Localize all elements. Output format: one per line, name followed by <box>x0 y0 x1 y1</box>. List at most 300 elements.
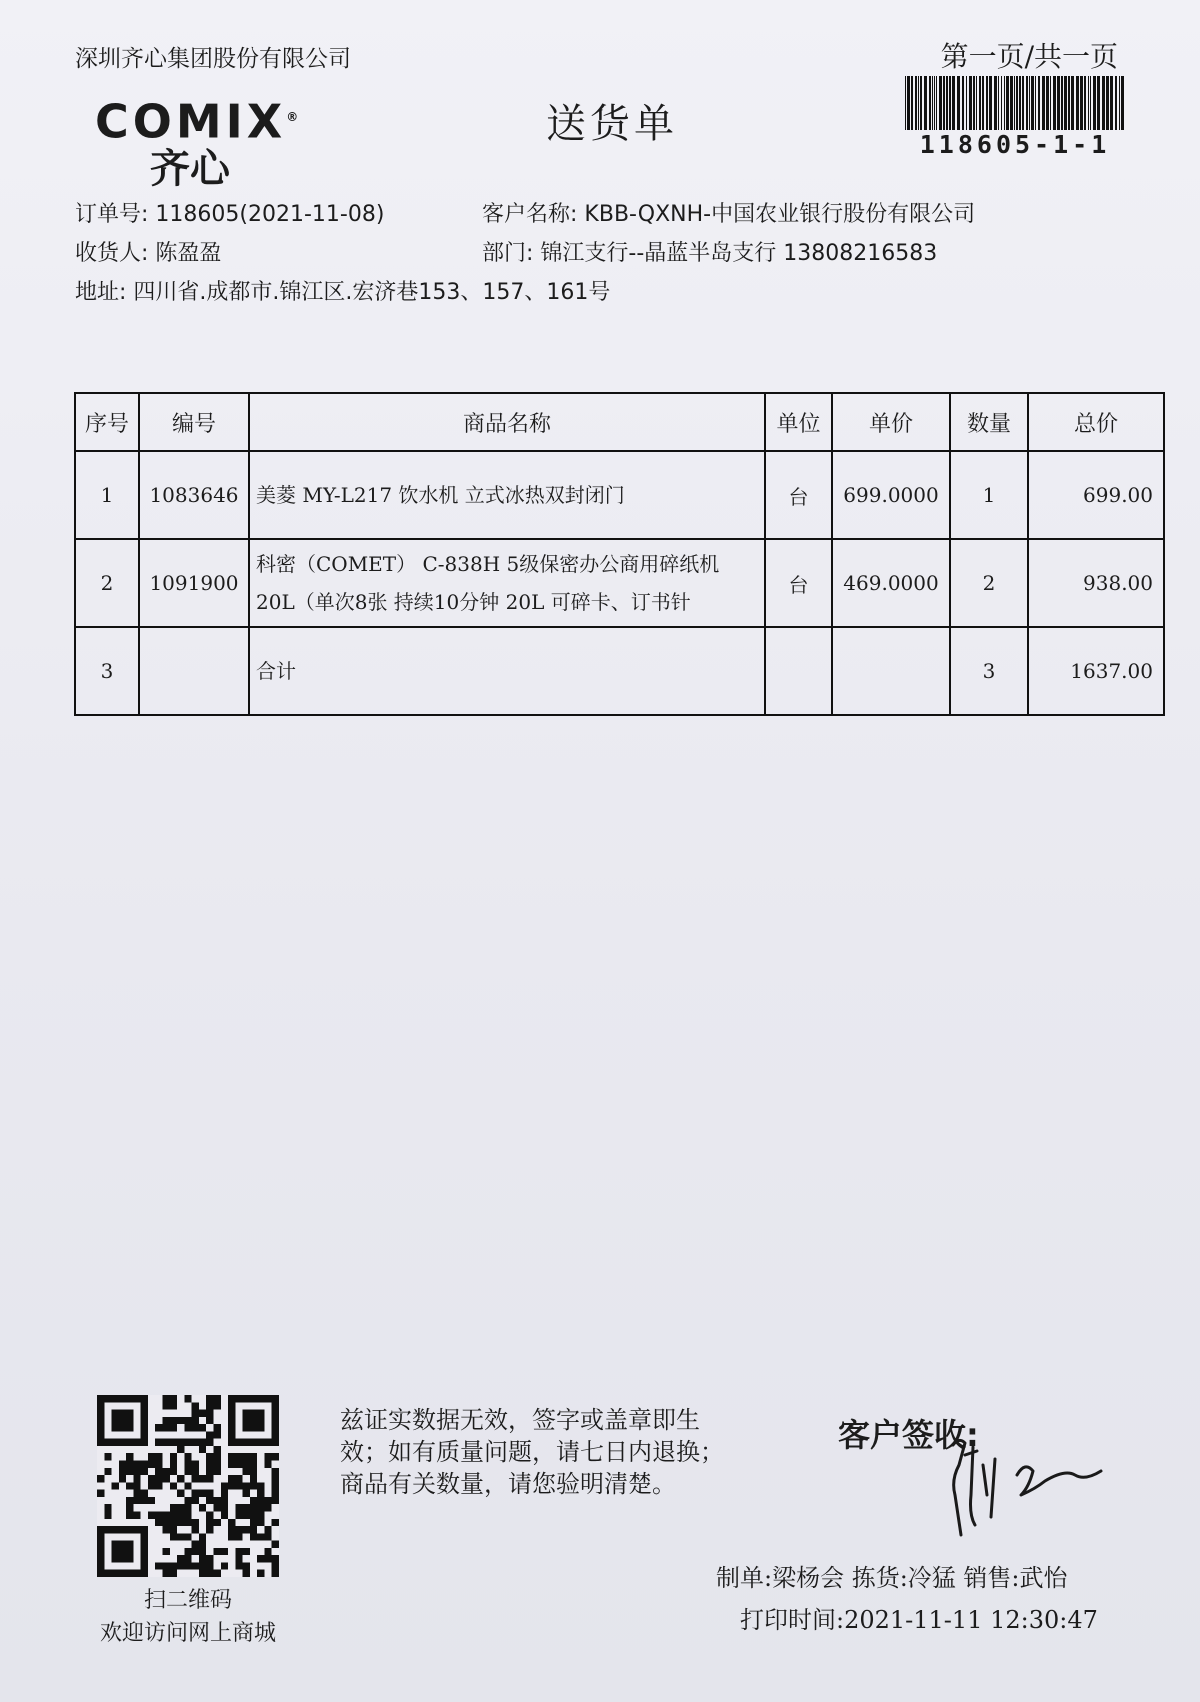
qr-module <box>163 1519 170 1526</box>
barcode-bar <box>1097 76 1100 130</box>
qr-module <box>264 1497 271 1504</box>
barcode-bar <box>1110 76 1113 130</box>
qr-module <box>184 1424 191 1431</box>
qr-module <box>206 1395 213 1402</box>
qr-module <box>264 1504 271 1511</box>
qr-module <box>192 1402 199 1409</box>
qr-module <box>250 1482 257 1489</box>
qr-module <box>184 1417 191 1424</box>
qr-module <box>199 1410 206 1417</box>
qr-module <box>206 1410 213 1417</box>
barcode-bar <box>969 76 972 130</box>
qr-module <box>184 1504 191 1511</box>
qr-module <box>177 1446 184 1453</box>
barcode-bar <box>1016 76 1018 130</box>
qr-module <box>170 1402 177 1409</box>
qr-module <box>213 1395 220 1402</box>
barcode-bar <box>911 76 913 130</box>
barcode-bar <box>934 76 935 130</box>
qr-module <box>148 1475 155 1482</box>
order-label: 订单号: <box>75 202 149 227</box>
qr-module <box>235 1526 242 1533</box>
barcode-bar <box>949 76 951 130</box>
qr-module <box>235 1461 242 1468</box>
cell-name-line2: 20L（单次8张 持续10分钟 20L 可碎卡、订书针 <box>256 590 691 614</box>
cell-qty: 2 <box>950 539 1028 627</box>
qr-module <box>163 1417 170 1424</box>
qr-module <box>221 1490 228 1497</box>
cell-name-line1: 美菱 MY-L217 饮水机 立式冰热双封闭门 <box>256 483 625 507</box>
qr-module <box>272 1490 279 1497</box>
qr-module <box>206 1497 213 1504</box>
qr-module <box>199 1541 206 1548</box>
receiver-value: 陈盈盈 <box>155 241 222 266</box>
receiver <box>75 236 221 267</box>
qr-module <box>199 1446 206 1453</box>
qr-module <box>206 1431 213 1438</box>
qr-module <box>155 1439 162 1446</box>
qr-module <box>126 1468 133 1475</box>
qr-module <box>221 1548 228 1555</box>
company-name: 深圳齐心集团股份有限公司 <box>75 46 351 72</box>
qr-module <box>206 1402 213 1409</box>
barcode-bar <box>1090 76 1091 130</box>
dept-value: 锦江支行--晶蓝半岛支行 13808216583 <box>540 241 938 266</box>
customer-sign-label: 客户签收: <box>838 1416 979 1454</box>
header-price: 单价 <box>832 393 950 451</box>
barcode-bar <box>905 76 906 130</box>
qr-module <box>184 1562 191 1569</box>
qr-module <box>272 1570 279 1577</box>
table-header-row <box>75 393 1164 451</box>
qr-module <box>228 1482 235 1489</box>
qr-module <box>148 1482 155 1489</box>
cell-seq: 2 <box>75 539 139 627</box>
qr-module <box>141 1468 148 1475</box>
qr-module <box>250 1504 257 1511</box>
qr-module <box>192 1562 199 1569</box>
barcode-bar <box>1042 76 1045 130</box>
qr-module <box>206 1526 213 1533</box>
qr-module <box>192 1541 199 1548</box>
cell-total: 1637.00 <box>1028 627 1164 715</box>
order-value: 118605(2021-11-08) <box>155 202 385 227</box>
qr-module <box>141 1497 148 1504</box>
cell-seq: 1 <box>75 451 139 539</box>
qr-module <box>264 1461 271 1468</box>
qr-module <box>228 1475 235 1482</box>
qr-module <box>257 1482 264 1489</box>
qr-module <box>235 1511 242 1518</box>
barcode-bar <box>920 76 922 130</box>
qr-module <box>126 1504 133 1511</box>
qr-module <box>133 1497 140 1504</box>
cell-unit: 台 <box>765 539 832 627</box>
barcode-bar <box>939 76 942 130</box>
qr-module <box>272 1541 279 1548</box>
barcode-bar <box>1093 76 1096 130</box>
barcode-bar <box>943 76 945 130</box>
barcode-bar <box>1026 76 1028 130</box>
barcode-bar <box>962 76 964 130</box>
barcode-bar <box>994 76 997 130</box>
notice-text <box>340 1404 724 1500</box>
qr-finder <box>112 1410 134 1432</box>
barcode-bar <box>1102 76 1105 130</box>
qr-module <box>250 1461 257 1468</box>
header-qty: 数量 <box>950 393 1028 451</box>
qr-module <box>272 1453 279 1460</box>
qr-module <box>177 1519 184 1526</box>
qr-module <box>206 1519 213 1526</box>
cell-total: 699.00 <box>1028 451 1164 539</box>
qr-module <box>243 1526 250 1533</box>
qr-module <box>243 1461 250 1468</box>
qr-module <box>163 1395 170 1402</box>
qr-module <box>206 1468 213 1475</box>
qr-module <box>170 1533 177 1540</box>
barcode-bar <box>998 76 999 130</box>
qr-module <box>243 1482 250 1489</box>
qr-module <box>250 1468 257 1475</box>
barcode-bar <box>1121 76 1124 130</box>
qr-module <box>243 1562 250 1569</box>
qr-module <box>199 1562 206 1569</box>
qr-module <box>141 1490 148 1497</box>
qr-module <box>243 1453 250 1460</box>
qr-module <box>184 1548 191 1555</box>
cell-unit <box>765 627 832 715</box>
barcode-bar <box>1088 76 1089 130</box>
qr-module <box>199 1475 206 1482</box>
qr-module <box>133 1461 140 1468</box>
qr-module <box>221 1511 228 1518</box>
qr-module <box>104 1511 111 1518</box>
qr-finder <box>243 1410 265 1432</box>
qr-module <box>243 1511 250 1518</box>
qr-module <box>170 1468 177 1475</box>
qr-module <box>192 1410 199 1417</box>
qr-module <box>206 1475 213 1482</box>
qr-module <box>170 1526 177 1533</box>
logo-text-cn: 齐心 <box>150 146 230 193</box>
qr-module <box>192 1526 199 1533</box>
address-value: 四川省.成都市.锦江区.宏济巷153、157、161号 <box>133 280 611 305</box>
barcode-bar <box>1061 76 1063 130</box>
items-table <box>74 392 1165 716</box>
qr-module <box>97 1490 104 1497</box>
qr-module <box>192 1461 199 1468</box>
barcode-bar <box>1068 76 1070 130</box>
barcode-bar <box>1064 76 1067 130</box>
qr-module <box>199 1555 206 1562</box>
qr-module <box>155 1424 162 1431</box>
qr-module <box>235 1555 242 1562</box>
qr-module <box>177 1555 184 1562</box>
cell-seq: 3 <box>75 627 139 715</box>
barcode-number: 118605-1-1 <box>919 130 1111 159</box>
qr-module <box>206 1453 213 1460</box>
qr-module <box>163 1475 170 1482</box>
order-number <box>75 197 384 228</box>
staff-info: 制单:梁杨会 拣货:冷猛 销售:武怡 <box>716 1564 1068 1592</box>
barcode-bar <box>1115 76 1117 130</box>
qr-module <box>184 1497 191 1504</box>
barcode <box>905 76 1125 130</box>
barcode-bar <box>1050 76 1051 130</box>
qr-module <box>221 1497 228 1504</box>
cell-price: 469.0000 <box>832 539 950 627</box>
qr-module <box>170 1439 177 1446</box>
address <box>75 275 610 306</box>
customer-value: KBB-QXNH-中国农业银行股份有限公司 <box>584 202 976 227</box>
qr-module <box>155 1562 162 1569</box>
qr-module <box>206 1439 213 1446</box>
qr-module <box>250 1511 257 1518</box>
cell-name: 合计 <box>249 627 765 715</box>
qr-module <box>264 1526 271 1533</box>
qr-module <box>170 1562 177 1569</box>
qr-module <box>104 1468 111 1475</box>
barcode-bar <box>1004 76 1005 130</box>
barcode-bar <box>1014 76 1015 130</box>
receiver-label: 收货人: <box>75 241 149 266</box>
qr-module <box>184 1461 191 1468</box>
qr-module <box>235 1475 242 1482</box>
qr-module <box>155 1475 162 1482</box>
print-time: 打印时间:2021-11-11 12:30:47 <box>740 1606 1098 1634</box>
qr-module <box>250 1519 257 1526</box>
qr-module <box>184 1482 191 1489</box>
qr-module <box>155 1468 162 1475</box>
qr-module <box>221 1562 228 1569</box>
qr-module <box>170 1482 177 1489</box>
qr-module <box>243 1504 250 1511</box>
qr-module <box>235 1482 242 1489</box>
qr-module <box>213 1453 220 1460</box>
barcode-bar <box>1084 76 1086 130</box>
qr-module <box>272 1497 279 1504</box>
qr-module <box>221 1504 228 1511</box>
qr-module <box>257 1490 264 1497</box>
comix-logo: COMIX® 齐心 <box>95 94 303 193</box>
barcode-bar <box>1071 76 1074 130</box>
page-indicator: 第一页/共一页 <box>940 40 1118 73</box>
qr-module <box>257 1497 264 1504</box>
qr-module <box>177 1439 184 1446</box>
qr-module <box>235 1548 242 1555</box>
qr-module <box>243 1468 250 1475</box>
qr-module <box>184 1395 191 1402</box>
barcode-bar <box>1057 76 1060 130</box>
qr-module <box>170 1453 177 1460</box>
qr-module <box>119 1475 126 1482</box>
qr-module <box>126 1453 133 1460</box>
barcode-bar <box>952 76 955 130</box>
barcode-bar <box>989 76 992 130</box>
qr-module <box>250 1453 257 1460</box>
qr-module <box>272 1482 279 1489</box>
qr-module <box>213 1548 220 1555</box>
qr-caption-scan: 扫二维码 <box>143 1588 232 1613</box>
qr-module <box>170 1424 177 1431</box>
cell-code: 1091900 <box>139 539 249 627</box>
qr-module <box>170 1504 177 1511</box>
qr-module <box>163 1424 170 1431</box>
cell-code <box>139 627 249 715</box>
barcode-bar <box>915 76 917 130</box>
barcode-bar <box>1035 76 1036 130</box>
customer-name <box>482 197 975 228</box>
qr-module <box>243 1570 250 1577</box>
barcode-bar <box>1119 76 1120 130</box>
qr-module <box>228 1453 235 1460</box>
qr-module <box>257 1511 264 1518</box>
qr-module <box>141 1461 148 1468</box>
qr-module <box>192 1548 199 1555</box>
qr-module <box>272 1519 279 1526</box>
qr-module <box>170 1511 177 1518</box>
qr-module <box>213 1519 220 1526</box>
qr-module <box>272 1468 279 1475</box>
notice-line: 商品有关数量，请您验明清楚。 <box>340 1470 676 1498</box>
qr-module <box>206 1555 213 1562</box>
qr-module <box>213 1504 220 1511</box>
table-row <box>75 451 1164 539</box>
barcode-bar <box>1001 76 1002 130</box>
qr-module <box>250 1475 257 1482</box>
qr-code[interactable] <box>97 1395 279 1577</box>
cell-name-line1: 科密（COMET） C-838H 5级保密办公商用碎纸机 <box>256 552 720 576</box>
qr-module <box>163 1526 170 1533</box>
qr-module <box>163 1439 170 1446</box>
qr-module <box>192 1475 199 1482</box>
qr-module <box>192 1417 199 1424</box>
qr-module <box>199 1548 206 1555</box>
barcode-bar <box>1106 76 1109 130</box>
qr-module <box>163 1402 170 1409</box>
qr-module <box>264 1533 271 1540</box>
qr-module <box>213 1461 220 1468</box>
header-code: 编号 <box>139 393 249 451</box>
barcode-bar <box>1006 76 1009 130</box>
qr-module <box>257 1555 264 1562</box>
cell-total: 938.00 <box>1028 539 1164 627</box>
qr-module <box>184 1533 191 1540</box>
barcode-bar <box>918 76 919 130</box>
qr-module <box>192 1497 199 1504</box>
qr-module <box>257 1504 264 1511</box>
qr-module <box>199 1504 206 1511</box>
qr-module <box>213 1497 220 1504</box>
qr-module <box>272 1475 279 1482</box>
qr-module <box>199 1424 206 1431</box>
qr-module <box>235 1453 242 1460</box>
barcode-bar <box>1031 76 1034 130</box>
qr-module <box>213 1570 220 1577</box>
qr-module <box>148 1453 155 1460</box>
qr-module <box>155 1519 162 1526</box>
qr-module <box>228 1533 235 1540</box>
dept-label: 部门: <box>482 241 534 266</box>
qr-module <box>163 1570 170 1577</box>
barcode-bar <box>936 76 937 130</box>
qr-module <box>243 1490 250 1497</box>
qr-module <box>250 1533 257 1540</box>
cell-price <box>832 627 950 715</box>
qr-module <box>264 1453 271 1460</box>
qr-module <box>148 1511 155 1518</box>
qr-module <box>206 1570 213 1577</box>
qr-module <box>177 1504 184 1511</box>
qr-module <box>199 1439 206 1446</box>
qr-module <box>184 1511 191 1518</box>
qr-module <box>126 1461 133 1468</box>
qr-module <box>104 1453 111 1460</box>
qr-module <box>206 1461 213 1468</box>
qr-module <box>235 1504 242 1511</box>
qr-module <box>264 1555 271 1562</box>
cell-qty: 3 <box>950 627 1028 715</box>
qr-module <box>192 1490 199 1497</box>
qr-module <box>184 1468 191 1475</box>
qr-module <box>184 1439 191 1446</box>
qr-module <box>155 1453 162 1460</box>
qr-module <box>250 1497 257 1504</box>
header-seq: 序号 <box>75 393 139 451</box>
barcode-bar <box>1019 76 1021 130</box>
barcode-bar <box>1022 76 1024 130</box>
qr-module <box>184 1555 191 1562</box>
cell-name <box>249 451 765 539</box>
qr-module <box>133 1475 140 1482</box>
qr-module <box>213 1468 220 1475</box>
barcode-bar <box>924 76 927 130</box>
document-title: 送货单 <box>546 101 678 147</box>
qr-module <box>126 1497 133 1504</box>
qr-module <box>213 1431 220 1438</box>
qr-module <box>257 1533 264 1540</box>
qr-module <box>235 1562 242 1569</box>
header-total: 总价 <box>1028 393 1164 451</box>
cell-unit: 台 <box>765 451 832 539</box>
barcode-bar <box>907 76 910 130</box>
qr-module <box>163 1468 170 1475</box>
qr-module <box>177 1490 184 1497</box>
qr-module <box>133 1468 140 1475</box>
qr-module <box>199 1570 206 1577</box>
qr-module <box>206 1417 213 1424</box>
qr-module <box>257 1570 264 1577</box>
cell-name <box>249 539 765 627</box>
barcode-bar <box>1010 76 1013 130</box>
qr-module <box>148 1497 155 1504</box>
barcode-bar <box>929 76 931 130</box>
qr-module <box>199 1490 206 1497</box>
qr-module <box>119 1461 126 1468</box>
handwritten-signature <box>925 1425 1115 1545</box>
qr-module <box>184 1453 191 1460</box>
barcode-bar <box>1080 76 1083 130</box>
qr-module <box>177 1475 184 1482</box>
barcode-bar <box>1038 76 1040 130</box>
qr-module <box>177 1511 184 1518</box>
header-name: 商品名称 <box>249 393 765 451</box>
qr-module <box>148 1461 155 1468</box>
qr-module <box>206 1511 213 1518</box>
qr-module <box>104 1504 111 1511</box>
barcode-bar <box>976 76 977 130</box>
